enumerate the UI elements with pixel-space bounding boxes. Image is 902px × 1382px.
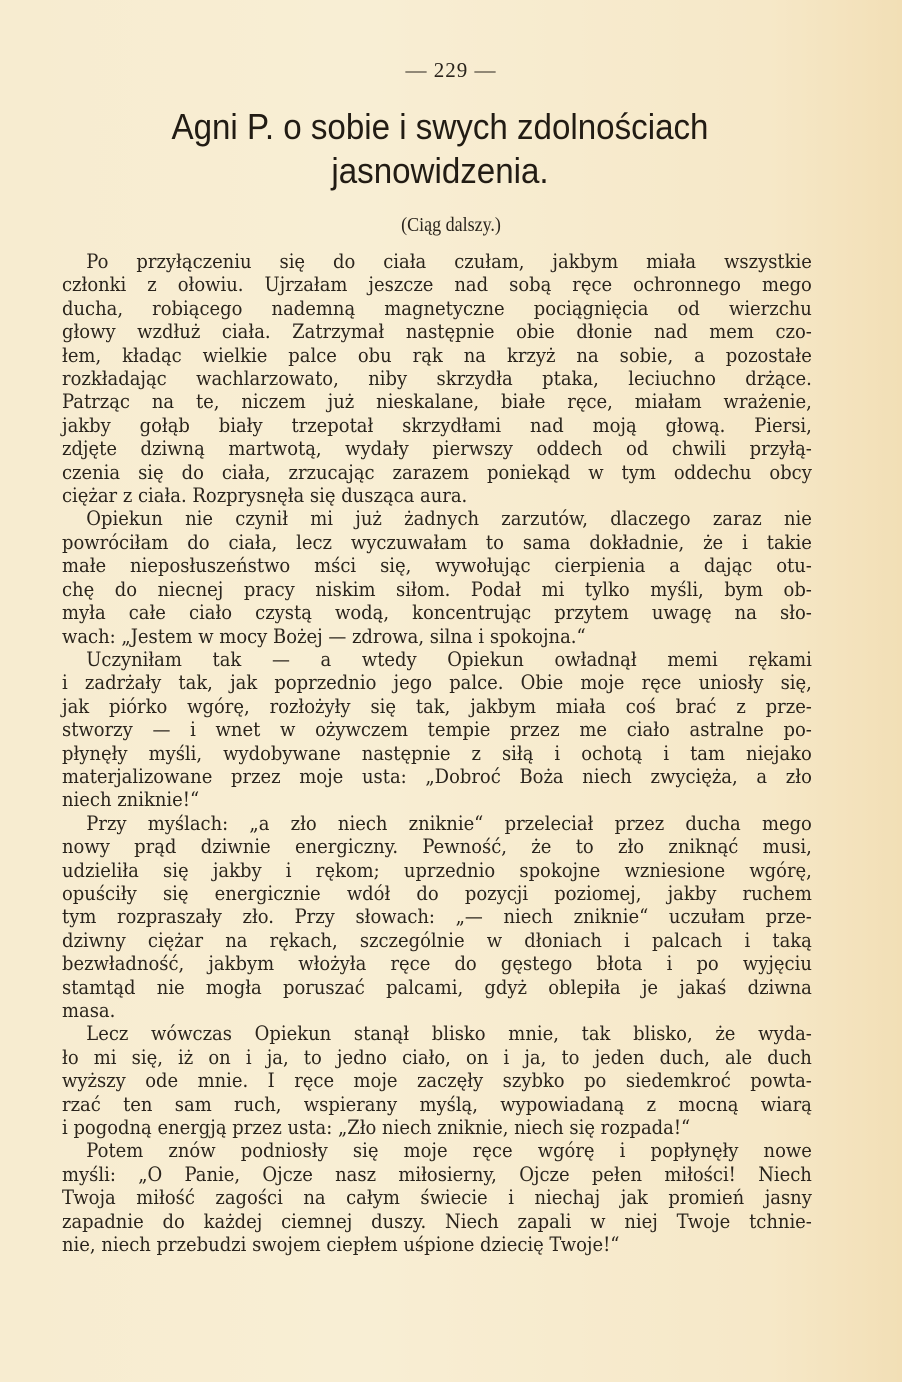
text-line: nie, niech przebudzi swojem ciepłem uśpione dziecię Twoje!“: [62, 1233, 620, 1257]
paragraph: [62, 250, 812, 507]
text-line: wach: „Jestem w mocy Bożej — zdrowa, silna i spokojna.“: [62, 624, 586, 648]
text-line: materjalizowane przez moje usta: „Dobroć Boża niech zwycięża, a zło: [62, 764, 812, 788]
chapter-title: [90, 105, 789, 193]
text-line: stamtąd nie mogła poruszać palcami, gdyż oblepiła je jakaś dziwna: [62, 975, 812, 999]
text-line: płynęły myśli, wydobywane następnie z siłą i ochotą i tam niejako: [62, 741, 812, 765]
text-line: Uczyniłam tak — a wtedy Opiekun owładnął memi rękami: [86, 647, 812, 671]
title-line-1: Agni P. o sobie i swych zdolnościach: [171, 106, 709, 147]
text-line: głowy wzdłuż ciała. Zatrzymał następnie obie dłonie nad mem czo-: [62, 320, 812, 344]
text-line: Lecz wówczas Opiekun stanął blisko mnie, tak blisko, że wyda-: [86, 1022, 812, 1046]
text-line: Potem znów podniosły się moje ręce wgórę i popłynęły nowe: [86, 1139, 812, 1163]
text-line: rzać ten sam ruch, wspierany myślą, wypowiadaną z mocną wiarą: [62, 1092, 812, 1116]
continuation-subtitle: (Ciąg dalszy.): [401, 214, 501, 236]
text-line: masa.: [62, 999, 116, 1022]
text-line: opuściły się energicznie wdół do pozycji poziomej, jakby ruchem: [62, 881, 812, 905]
text-line: ducha, robiącego nademną magnetyczne pociągnięcia od wierzchu: [62, 296, 812, 320]
text-line: myła całe ciało czystą wodą, koncentrując przytem uwagę na sło-: [62, 601, 812, 625]
text-line: czenia się do ciała, zrzucając zarazem poniekąd w tym oddechu obcy: [62, 460, 812, 484]
text-line: bezwładność, jakbym włożyła ręce do gęstego błota i po wyjęciu: [62, 952, 812, 976]
paragraph: [62, 1139, 812, 1256]
text-line: ciężar z ciała. Rozprysnęła się dusząca aura.: [62, 484, 468, 508]
text-line: małe nieposłuszeństwo mści się, wywołując cierpienia a dając otu-: [62, 554, 812, 578]
text-line: Przy myślach: „a zło niech zniknie“ przeleciał przez ducha mego: [86, 811, 812, 835]
text-line: Opiekun nie czynił mi już żadnych zarzutów, dlaczego zaraz nie: [86, 507, 812, 531]
title-line-2: jasnowidzenia.: [331, 150, 549, 191]
text-line: myśli: „O Panie, Ojcze nasz miłosierny, Ojcze pełen miłości! Niech: [62, 1162, 812, 1186]
paragraph: [62, 507, 812, 647]
text-line: jak piórko wgórę, rozłożyły się tak, jakbym miała coś brać z prze-: [62, 694, 812, 718]
text-line: Po przyłączeniu się do ciała czułam, jakbym miała wszystkie: [86, 250, 812, 273]
text-line: dziwny ciężar na rękach, szczególnie w dłoniach i palcach i taką: [62, 928, 812, 952]
paragraph: [62, 648, 812, 812]
text-line: zdjęte dziwną martwotą, wydały pierwszy oddech od chwili przyłą-: [62, 437, 812, 461]
text-line: rozkładając wachlarzowato, niby skrzydła ptaka, leciuchno drżące.: [62, 367, 812, 391]
text-line: łem, kładąc wielkie palce obu rąk na krzyż na sobie, a pozostałe: [62, 343, 812, 367]
text-line: Patrząc na te, niczem już nieskalane, białe ręce, miałam wrażenie,: [62, 390, 812, 414]
text-line: stworzy — i wnet w ożywczem tempie przez me ciało astralne po-: [62, 718, 812, 742]
text-line: i pogodną energją przez usta: „Zło niech zniknie, niech się rozpada!“: [62, 1116, 691, 1140]
text-line: członki z ołowiu. Ujrzałam jeszcze nad sobą ręce ochronnego mego: [62, 273, 812, 297]
text-line: chę do niecnej pracy niskim siłom. Podał mi tylko myśli, bym ob-: [62, 577, 812, 601]
text-line: ło mi się, iż on i ja, to jedno ciało, on i ja, to jeden duch, ale duch: [62, 1045, 812, 1069]
text-line: zapadnie do każdej ciemnej duszy. Niech zapali w niej Twoje tchnie-: [62, 1209, 812, 1233]
text-line: niech zniknie!“: [62, 788, 200, 812]
page-number: — 229 —: [405, 58, 497, 82]
text-line: i zadrżały tak, jak poprzednio jego palce. Obie moje ręce uniosły się,: [62, 671, 812, 695]
paragraph: [62, 812, 812, 1023]
text-line: nowy prąd dziwnie energiczny. Pewność, że to zło zniknąć musi,: [62, 835, 812, 859]
text-line: Twoja miłość zagości na całym świecie i niechaj jak promień jasny: [62, 1186, 812, 1210]
body-text: [62, 250, 812, 1256]
text-line: wyższy ode mnie. I ręce moje zaczęły szybko po siedemkroć powta-: [62, 1069, 812, 1093]
text-line: jakby gołąb biały trzepotał skrzydłami nad moją głową. Piersi,: [62, 413, 812, 437]
text-line: powróciłam do ciała, lecz wyczuwałam to sama dokładnie, że i takie: [62, 530, 812, 554]
text-line: tym rozpraszały zło. Przy słowach: „— niech zniknie“ uczułam prze-: [62, 905, 812, 929]
text-line: udzieliła się jakby i rękom; uprzednio spokojne wzniesione wgórę,: [62, 858, 812, 882]
paragraph: [62, 1022, 812, 1139]
